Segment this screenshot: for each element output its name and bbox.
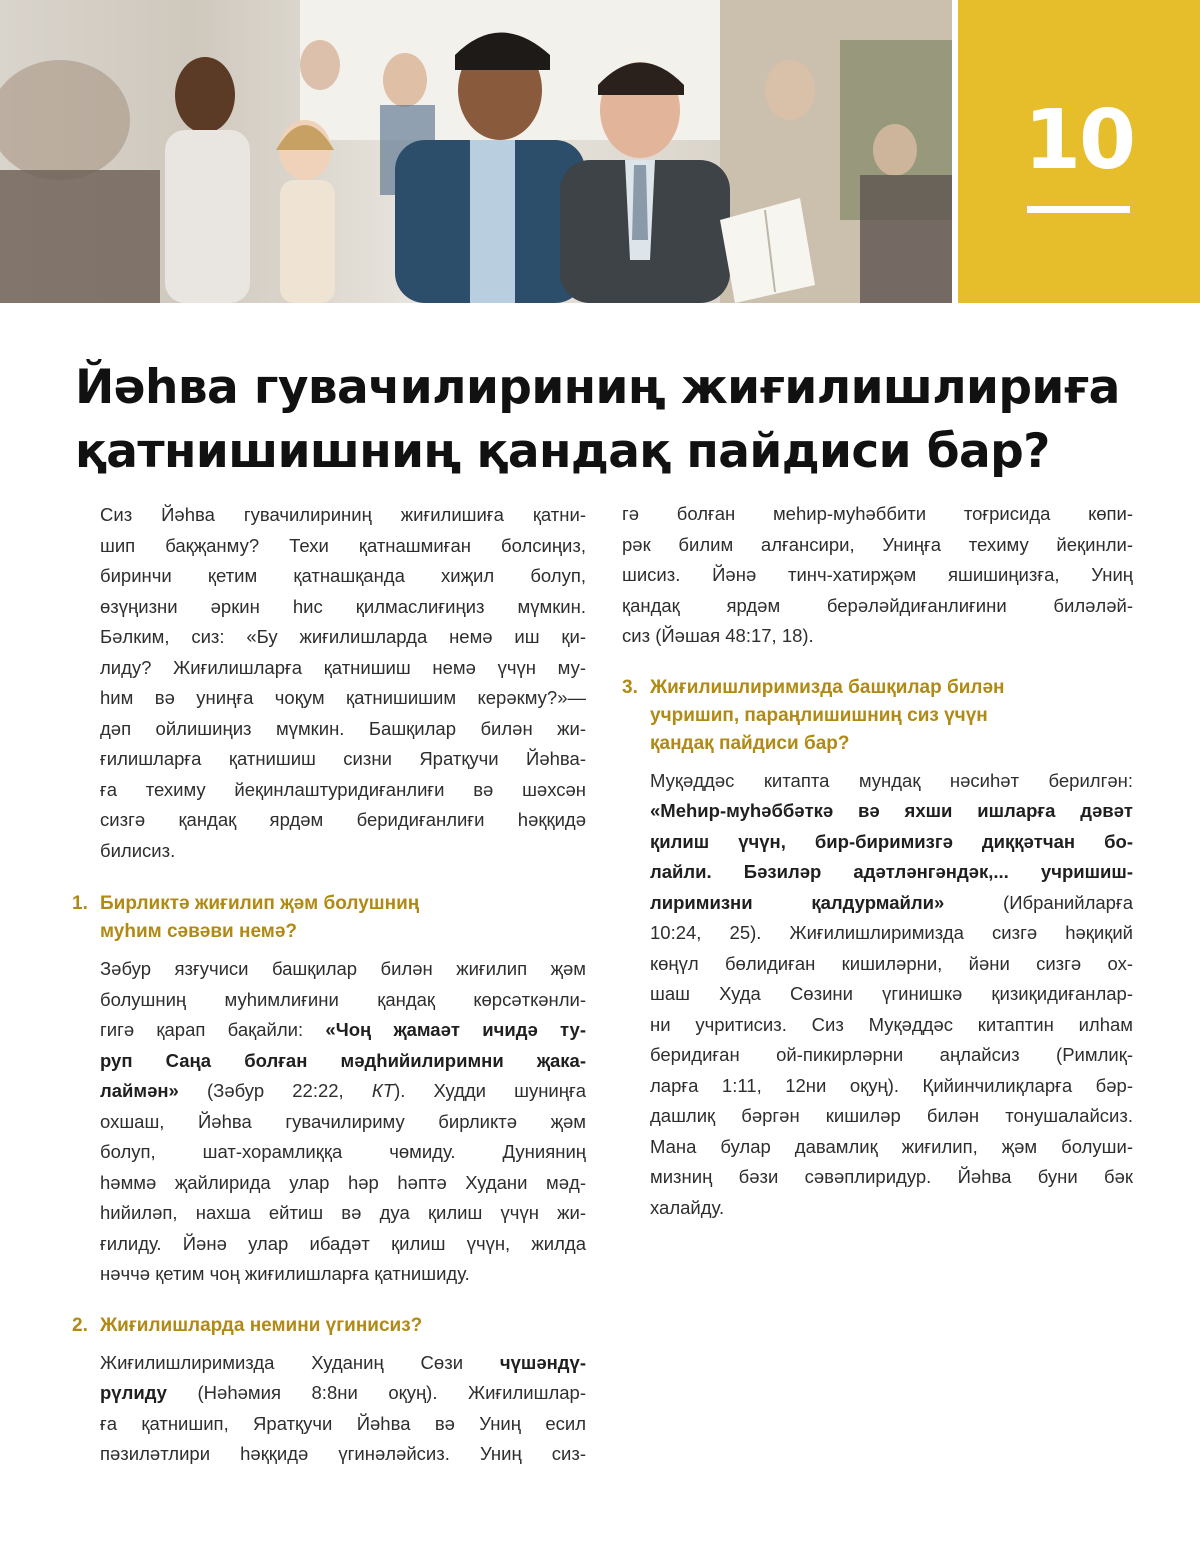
text-line: болуп, шат-хорамлиққа чөмиду. Дунияниң (100, 1141, 586, 1162)
text-line: нәччә қетим чоң жиғилишларға қатнишиду. (100, 1263, 470, 1284)
scripture-quote: «Чоң җамаәт ичидә ту- (325, 1019, 586, 1040)
text-line: болушниң муһимлиғини қандақ көрсәткәнли- (100, 988, 586, 1010)
text-line (100, 1378, 586, 1409)
text-line: пәзиләтлири һәққидә үгинәләйсиз. Униң сиз- (100, 1443, 586, 1464)
text-run: Жиғилишлиримизда Худаниң Сөзи (100, 1351, 500, 1373)
section-3-heading (622, 674, 1133, 758)
section-number: 2. (72, 1314, 88, 1336)
text-line: һийиләп, нахша ейтиш вә дуа қилиш үчүн жи- (100, 1202, 586, 1223)
section-heading-line: учришип, параңлишишниң сиз үчүн (650, 704, 988, 726)
text-line: һәммә җайлирида улар һәр һәптә Худани мәд- (100, 1171, 586, 1193)
text-run: (Зәбур 22:22, (178, 1080, 372, 1101)
text-line: сизгә қандақ ярдәм беридиғанлиғи һәққидә (100, 809, 586, 830)
emphasis-text: чүшәндү- (499, 1351, 586, 1373)
section-1-heading (72, 890, 586, 946)
scripture-quote: лайли. Бәзиләр адәтләнгәндәк,... учришиш- (650, 861, 1133, 882)
scripture-quote: «Меһир-муһәббәткә вә яхши ишларға дәвәт (650, 800, 1133, 821)
text-line: ни учритисиз. Сиз Муқәддәс китаптин илһам (650, 1013, 1133, 1035)
section-number: 3. (622, 676, 638, 698)
text-line: шип бақҗанму? Техи қатнашмиған болсиңиз, (100, 534, 586, 556)
section-2-paragraph-continued (622, 499, 1133, 652)
text-line: гә болған меһир-муһәббити тоғрисида көпи- (622, 503, 1133, 524)
text-line: һим вә униңға чоқум қатнишишим керәкму?»— (100, 687, 586, 708)
text-line: сиз (Йәшая 48:17, 18). (622, 625, 814, 646)
congregation-photo-illustration (0, 0, 952, 303)
text-run: КТ (371, 1080, 395, 1101)
right-column (622, 499, 1133, 1223)
text-run: (Нәһәмия 8:8ни оқуң). Жиғилишлар- (166, 1382, 586, 1403)
scripture-quote: қилиш үчүн, бир-биримизгә диққәтчан бо- (650, 830, 1133, 852)
section-3-paragraph (650, 766, 1133, 1224)
text-line: Мана булар давамлиқ жиғилип, җәм болуши- (650, 1135, 1133, 1157)
text-line: мизниң бәзи сәвәплиридур. Йәһва буни бәк (650, 1166, 1133, 1187)
text-line: Сиз Йәһва гувачилириниң жиғилишиға қатни- (100, 504, 586, 525)
text-line: биринчи қетим қатнашқанда хиҗил болуп, (100, 565, 586, 586)
text-line: Муқәддәс китапта мундақ нәсиһәт берилгән: (650, 769, 1133, 791)
section-heading-line: Жиғилишлиримизда башқилар билән (650, 676, 1005, 698)
text-line: Бәлким, сиз: «Бу жиғилишларда немә иш қи- (100, 626, 586, 647)
page-title (75, 356, 1155, 484)
text-line: ларға 1:11, 12ни оқуң). Қийинчилиқларға бәр- (650, 1074, 1133, 1096)
text-line: қандақ ярдәм берәләйдиғанлиғини биләләй- (622, 594, 1133, 616)
section-2-heading (72, 1312, 586, 1340)
section-2-paragraph (100, 1348, 586, 1470)
text-line: өзүңизни әркин һис қилмаслиғиңиз мүмкин. (100, 595, 586, 617)
section-heading-line: муһим сәвәви немә? (100, 921, 298, 942)
text-line: шаш Худа Сөзини үгинишкә қизиқидиғанлар- (650, 983, 1133, 1004)
scripture-quote: лиримизни қалдурмайли» (650, 891, 945, 913)
text-line: шисиз. Йәнә тинч-хатирҗәм яшишиңизға, Униң (622, 564, 1133, 585)
text-line: билисиз. (100, 839, 176, 861)
section-heading-line: Жиғилишларда немини үгинисиз? (100, 1314, 423, 1336)
section-number: 1. (72, 893, 88, 914)
page-title-line: қатнишишниң қандақ пайдиси бар? (75, 424, 1050, 479)
text-line: ға техиму йеқинлаштуридиғанлиғи вә шәхсән (100, 778, 586, 800)
text-line: халайду. (650, 1196, 725, 1218)
lesson-number-underline (1027, 206, 1130, 213)
text-run: (Ибранийларға (944, 891, 1133, 913)
text-line (100, 1076, 586, 1107)
intro-paragraph (100, 500, 586, 866)
emphasis-text: рүлиду (100, 1382, 167, 1403)
text-line: Зәбур язғучиси башқилар билән жиғилип җәм (100, 958, 586, 979)
scripture-quote: лаймән» (100, 1080, 179, 1101)
text-run: ). Худди шуниңға (394, 1080, 587, 1101)
section-heading-line: қандақ пайдиси бар? (650, 732, 850, 754)
text-line (650, 888, 1133, 919)
lesson-number-badge (958, 0, 1200, 303)
left-column (72, 500, 587, 1470)
text-line: ғилишларға қатнишиш сизни Яратқучи Йәһва- (100, 748, 586, 769)
text-line (100, 1015, 586, 1046)
page-title-line: Йәһва гувачилириниң жиғилишлириға (75, 360, 1120, 415)
text-line: дашлиқ бәргән кишиләр билән тонушалайсиз. (650, 1105, 1133, 1126)
text-line (100, 1348, 586, 1379)
text-line: ғилиду. Йәнә улар ибадәт қилиш үчүн, жилда (100, 1232, 586, 1254)
text-line: дәп ойлишиңиз мүмкин. Башқилар билән жи- (100, 717, 586, 739)
text-line: беридиған ой-пикирләрни аңлайсиз (Римлиқ- (650, 1044, 1133, 1065)
section-heading-line: Бирликтә жиғилип җәм болушниң (100, 893, 420, 914)
text-line: көңүл бөлидиған кишиләрни, йәни сизгә ох- (650, 952, 1133, 974)
lesson-number: 10 (1023, 93, 1135, 188)
section-1-paragraph (100, 954, 586, 1290)
text-line: 10:24, 25). Жиғилишлиримизда сизгә һәқиқий (650, 922, 1133, 943)
text-line: охшаш, Йәһва гувачилириму бирликтә җәм (100, 1110, 586, 1132)
header-photo (0, 0, 952, 303)
text-line: ға қатнишип, Яратқучи Йәһва вә Униң есил (100, 1412, 586, 1434)
scripture-quote: руп Саңа болған мәдһийилиримни җакa- (100, 1049, 586, 1071)
text-line: лиду? Жиғилишларға қатнишиш немә үчүн му- (100, 656, 586, 678)
text-line: рәк билим алғансири, Униңға техиму йеқинли- (622, 533, 1133, 555)
text-run: гигә қарап бақайли: (100, 1019, 326, 1040)
